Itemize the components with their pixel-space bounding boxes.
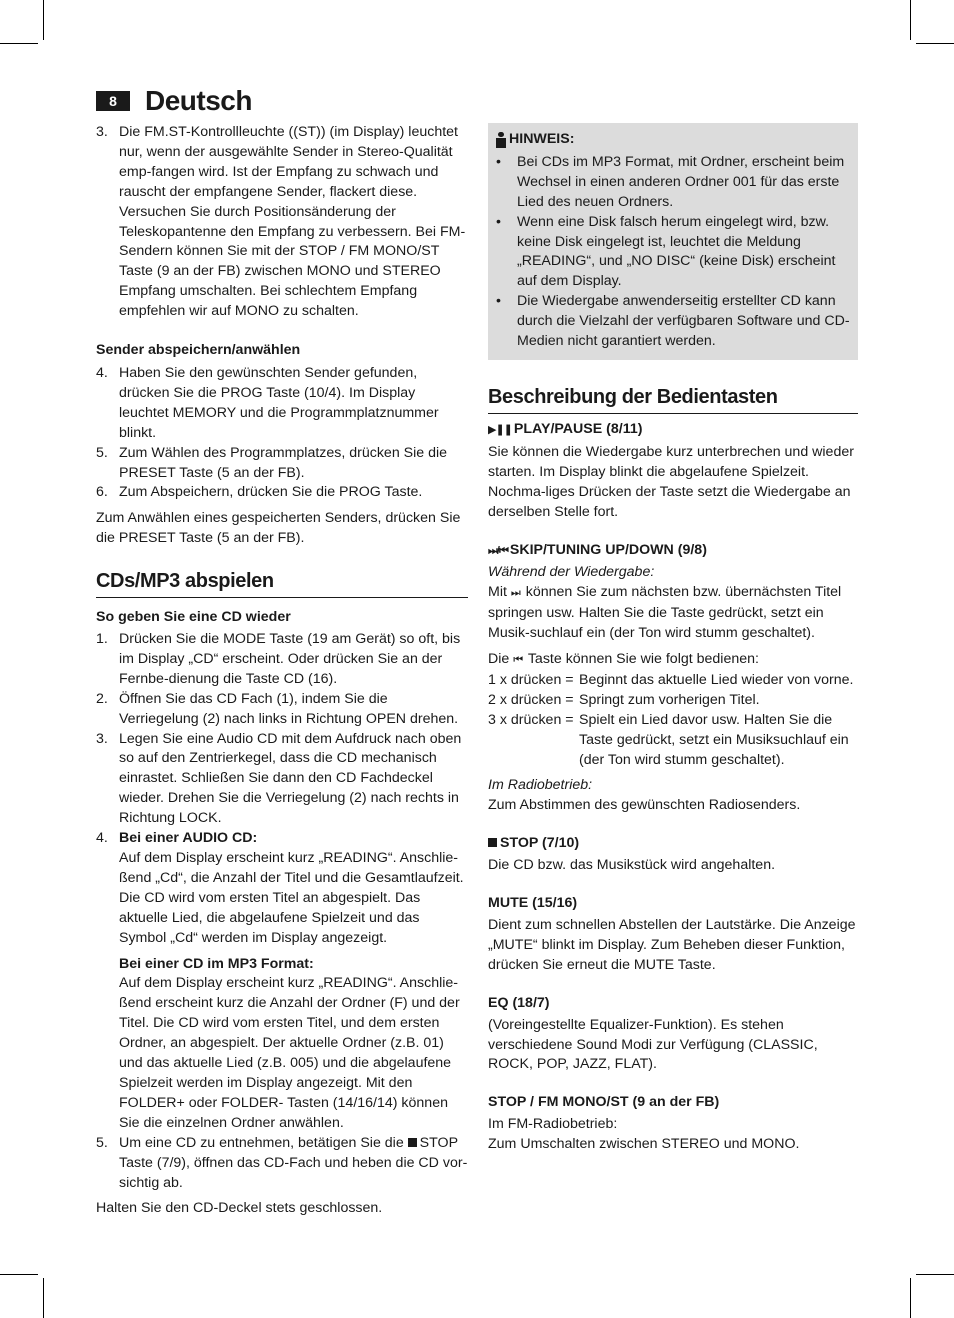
- list-item: [96, 730, 468, 830]
- crop-mark: [0, 43, 38, 44]
- crop-mark: [910, 1278, 911, 1318]
- radio-text: Zum Abstimmen des gewünschten Radiosenders.: [488, 797, 801, 814]
- sender-list: [96, 364, 468, 503]
- item-number: 4.: [96, 364, 108, 381]
- item-number: 5.: [96, 444, 108, 461]
- list-item: [96, 364, 468, 444]
- item-number: 3.: [96, 124, 108, 140]
- info-icon: [496, 131, 506, 148]
- hinweis-label: HINWEIS:: [509, 131, 575, 147]
- press-label: 3 x drücken =: [488, 711, 574, 728]
- list-item: • Die Wiedergabe anwenderseitig erstellter CD kann durch die Vielzahl der verfügbaren Software und CD-Medien nicht garantiert werden.: [496, 292, 850, 352]
- stop-heading: [488, 834, 858, 854]
- press-value: Spielt ein Lied davor usw. Halten Sie die Taste gedrückt, setzt ein Musiksuchlauf ein (der Ton wird stumm geschaltet).: [579, 711, 849, 768]
- mp3-cd-heading: Bei einer CD im MP3 Format:: [119, 955, 314, 972]
- press-label: 2 x drücken =: [488, 691, 574, 708]
- stop-icon: [408, 1138, 417, 1147]
- play-pause-text: Sie können die Wiedergabe kurz unterbrechen und wieder starten. Im Display blinkt die abgelaufene Spielzeit. Nochma-liges Drücken der Taste setzt die Wiedergabe an derselben Stelle fort.: [488, 443, 854, 520]
- hinweis-list: [496, 153, 850, 352]
- list-item: • Wenn eine Disk falsch herum eingelegt wird, bzw. keine Disk eingelegt ist, leuchtet die Meldung „READING“, und „NO DISC“ (keine Disk) erscheint auf dem Display.: [496, 213, 850, 293]
- eq-text: (Voreingestellte Equalizer-Funktion). Es stehen verschiedene Sound Modi zur Verfügung (CLASSIC, ROCK, POP, JAZZ, FLAT).: [488, 1016, 818, 1073]
- mp3-cd-text: Auf dem Display erscheint kurz „READING“. Anschlie-ßend erscheint kurz die Anzahl der Ordner (F) und der Titel. Die CD wird vom ersten Titel, und dem ersten Ordner, an abgespielt. Der aktuelle Ordner (z.B. 01) und das aktuelle Lied (z.B. 005) und die abgelaufene Spielzeit werden im Display angezeigt. Mit den FOLDER+ oder FOLDER- Tasten (14/16/14) können Sie die einzelnen Ordner anwählen.: [119, 975, 460, 1131]
- italic-label: Im Radiobetrieb:: [488, 777, 593, 794]
- play-pause-heading: [488, 420, 858, 441]
- play-pause-icon: ▶❚❚: [488, 423, 512, 436]
- fm-stereo-list: [96, 123, 468, 322]
- italic-label: Während der Wiedergabe:: [488, 564, 655, 581]
- left-column: [96, 123, 468, 1219]
- list-item: [96, 829, 468, 1134]
- fm-mono-line2: Zum Umschalten zwischen STEREO und MONO.: [488, 1136, 800, 1153]
- crop-mark: [43, 0, 44, 40]
- heading-label: STOP (7/10): [500, 835, 580, 852]
- item-text: Haben Sie den gewünschten Sender gefunden, drücken Sie die PROG Taste (10/4). Im Display leuchtet MEMORY und die Programmplatznummer blinkt.: [119, 364, 439, 441]
- hinweis-box: [488, 123, 858, 360]
- item-number: 6.: [96, 484, 108, 501]
- page-number: 8: [96, 91, 130, 111]
- text-part: Die: [488, 651, 510, 668]
- sender-heading: Sender abspeichern/anwählen: [96, 342, 301, 359]
- stop-text: Die CD bzw. das Musikstück wird angehalten.: [488, 857, 776, 874]
- skip-prev-intro: [488, 650, 858, 671]
- hinweis-heading: [496, 130, 850, 150]
- press-value: Springt zum vorherigen Titel.: [579, 691, 760, 708]
- audio-cd-heading: Bei einer AUDIO CD:: [119, 830, 258, 847]
- page-title: Deutsch: [145, 85, 252, 116]
- eq-heading: EQ (18/7): [488, 994, 550, 1011]
- press-table: [488, 671, 858, 771]
- skip-text: [488, 583, 858, 644]
- crop-mark: [0, 1274, 38, 1275]
- text-part: können Sie zum nächsten bzw. übernächsten Titel springen usw. Halten Sie die Taste gedrückt, setzt ein Musik-suchlauf ein (der Ton wird stumm geschaltet).: [488, 584, 842, 642]
- list-item: [96, 444, 468, 484]
- skip-next-icon: ⏭: [510, 587, 520, 600]
- fm-mono-line1: Im FM-Radiobetrieb:: [488, 1116, 618, 1133]
- cds-subheading: So geben Sie eine CD wieder: [96, 609, 291, 626]
- skip-during-label: [488, 563, 858, 583]
- radio-label: [488, 776, 858, 796]
- list-item: [96, 1134, 468, 1194]
- item-number: 4.: [96, 830, 108, 847]
- stop-icon: [488, 838, 497, 847]
- list-item: [96, 690, 468, 730]
- list-item: • Bei CDs im MP3 Format, mit Ordner, erscheint beim Wechsel in einen anderen Ordner 001 für das erste Lied des neuen Ordners.: [496, 153, 850, 213]
- audio-cd-text: Auf dem Display erscheint kurz „READING“. Anschlie-ßend „Cd“, die Anzahl der Titel und die Gesamtlaufzeit. Die CD wird vom ersten Titel an abgespielt. Das aktuelle Lied, die abgelaufene Spielzeit und das Symbol „Cd“ werden im Display angezeigt.: [119, 850, 464, 946]
- item-text: Zum Wählen des Programmplatzes, drücken Sie die PRESET Taste (5 an der FB).: [119, 444, 448, 481]
- heading-label: PLAY/PAUSE (8/11): [513, 420, 643, 437]
- press-value: Beginnt das aktuelle Lied wieder von vorne.: [579, 671, 854, 688]
- item-text: Drücken Sie die MODE Taste (19 am Gerät) so oft, bis im Display „CD“ erscheint. Oder drücken Sie an der Fernbe-dienung die Taste CD (16).: [119, 631, 461, 687]
- crop-mark: [916, 43, 954, 44]
- section-title-cds: CDs/MP3 abspielen: [96, 568, 468, 598]
- item-number: 3.: [96, 730, 108, 747]
- list-item: [96, 630, 468, 690]
- item-text: Legen Sie eine Audio CD mit dem Aufdruck nach oben so auf den Zentrierkegel, dass die CD mechanisch einrastet. Schließen Sie dann den CD Fachdeckel wieder. Drehen Sie die Verriegelung (2) nach rechts in Richtung LOCK.: [119, 730, 462, 827]
- item-text: STOP Taste (7/9), öffnen das CD-Fach und heben die CD vor-sichtig ab.: [119, 1134, 468, 1191]
- crop-mark: [910, 0, 911, 40]
- item-number: 2.: [96, 690, 108, 707]
- skip-icon: ⏭/⏮: [488, 544, 508, 557]
- skip-prev-icon: ⏮: [513, 654, 523, 667]
- right-column: [488, 123, 858, 1155]
- list-item: [96, 123, 468, 322]
- section-title-beschreibung: Beschreibung der Bedientasten: [488, 384, 858, 414]
- item-number: 1.: [96, 631, 108, 648]
- item-text: Zum Abspeichern, drücken Sie die PROG Taste.: [119, 484, 423, 501]
- item-text: Die FM.ST-Kontrollleuchte ((ST)) (im Display) leuchtet nur, wenn der ausgewählte Sender in Stereo-Qualität emp-fangen wird. Ist der Empfang zu schwach und rauscht der empfangene Sender, flackert diese. Versuchen Sie durch Positionsänderung der Teleskopantenne den Empfang zu verbessern. Bei FM-Sendern können Sie mit der STOP / FM MONO/ST Taste (9 an der FB) zwischen MONO und STEREO Empfang umschalten. Bei schlechtem Empfang empfehlen wir auf MONO zu schalten.: [119, 124, 466, 320]
- press-label: 1 x drücken =: [488, 671, 574, 688]
- sender-note: Zum Anwählen eines gespeicherten Senders, drücken Sie die PRESET Taste (5 an der FB).: [96, 510, 461, 547]
- mute-text: Dient zum schnellen Abstellen der Lautstärke. Die Anzeige „MUTE“ blinkt im Display. Zum Beheben dieser Funktion, drücken Sie erneut die MUTE Taste.: [488, 917, 856, 973]
- cds-list: [96, 630, 468, 1193]
- list-item: [96, 483, 468, 503]
- mute-heading: MUTE (15/16): [488, 895, 578, 912]
- heading-label: SKIP/TUNING UP/DOWN (9/8): [509, 541, 707, 558]
- cd-closing-note: Halten Sie den CD-Deckel stets geschlossen.: [96, 1200, 383, 1217]
- skip-heading: [488, 541, 858, 562]
- item-number: 5.: [96, 1134, 108, 1151]
- text-part: Mit: [488, 584, 507, 601]
- crop-mark: [916, 1274, 954, 1275]
- item-text: Um eine CD zu entnehmen, betätigen Sie die: [119, 1134, 404, 1151]
- text-part: Taste können Sie wie folgt bedienen:: [527, 651, 759, 668]
- item-text: Öffnen Sie das CD Fach (1), indem Sie die Verriegelung (2) nach links in Richtung OPEN drehen.: [119, 690, 459, 727]
- crop-mark: [43, 1278, 44, 1318]
- fm-mono-heading: STOP / FM MONO/ST (9 an der FB): [488, 1094, 720, 1111]
